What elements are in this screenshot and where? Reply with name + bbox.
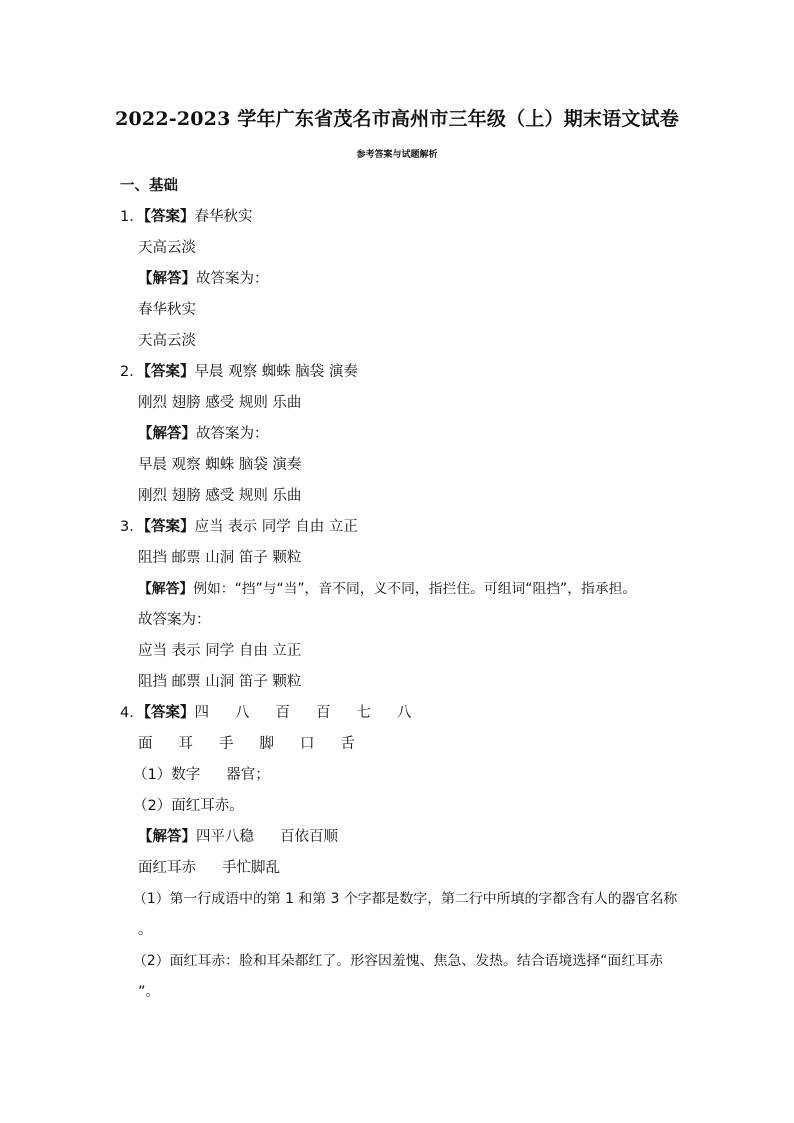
q3-answer-tag: 【答案】 xyxy=(143,519,195,535)
q1-line-4: 春华秋实 xyxy=(138,302,196,318)
q4-answer-char: 百 xyxy=(315,705,331,721)
q1-answer-line xyxy=(120,207,252,227)
q4-analysis-tag: 【解答】 xyxy=(138,829,196,845)
q2-answer-text: 早晨 观察 蜘蛛 脑袋 演奏 xyxy=(194,364,358,380)
q2-analysis-tag: 【解答】 xyxy=(138,426,196,442)
q4-row2-char: 耳 xyxy=(178,736,193,752)
q4-analysis-b: 百依百顺 xyxy=(280,829,338,845)
q4-line-10: （2）面红耳赤：脸和耳朵都红了。形容因羞愧、焦急、发热。结合语境选择“面红耳赤 xyxy=(133,953,663,969)
q3-analysis-text: 例如：“挡”与“当”，音不同，义不同，指拦住。可组词“阻挡”，指承担。 xyxy=(193,581,637,597)
q2-analysis-line xyxy=(138,424,269,444)
q4-line-9: 。 xyxy=(138,922,153,938)
q2-number: 2． xyxy=(120,364,144,380)
q1-answer-tag: 【答案】 xyxy=(143,209,195,225)
q3-answer-line xyxy=(120,517,358,537)
q3-line-6: 阻挡 邮票 山洞 笛子 颗粒 xyxy=(138,674,302,690)
q4-analysis-line xyxy=(138,827,338,847)
q3-answer-text: 应当 表示 同学 自由 立正 xyxy=(194,519,358,535)
q4-sub-1 xyxy=(133,765,270,785)
q3-line-2: 阻挡 邮票 山洞 笛子 颗粒 xyxy=(138,550,302,566)
q2-analysis-text: 故答案为： xyxy=(196,426,269,442)
q2-line-5: 刚烈 翅膀 感受 规则 乐曲 xyxy=(138,488,302,504)
section-heading: 一、基础 xyxy=(120,178,178,194)
q4-line-7-a: 面红耳赤 xyxy=(138,860,196,876)
q2-line-4: 早晨 观察 蜘蛛 脑袋 演奏 xyxy=(138,457,302,473)
page-title: 2022-2023 学年广东省茂名市高州市三年级（上）期末语文试卷 xyxy=(115,108,679,130)
q4-answer-char: 七 xyxy=(356,705,371,721)
q3-line-5: 应当 表示 同学 自由 立正 xyxy=(138,643,302,659)
q4-row2-char: 手 xyxy=(219,736,234,752)
q1-analysis-tag: 【解答】 xyxy=(138,271,196,287)
q2-answer-tag: 【答案】 xyxy=(143,364,195,380)
q1-analysis-line xyxy=(138,269,269,289)
q1-analysis-text: 故答案为： xyxy=(196,271,269,287)
q4-sub-1-b: 器官； xyxy=(226,767,270,783)
q3-number: 3． xyxy=(120,519,144,535)
q4-answer-tag: 【答案】 xyxy=(143,705,195,721)
q4-answer-line xyxy=(120,703,411,723)
q1-answer-text: 春华秋实 xyxy=(194,209,253,225)
q4-sub-1-a: （1）数字 xyxy=(133,767,201,783)
q2-answer-line xyxy=(120,362,358,382)
q4-row-2 xyxy=(138,734,355,754)
q4-line-7-b: 手忙脚乱 xyxy=(222,860,280,876)
q4-number: 4． xyxy=(120,705,144,721)
q3-analysis-line xyxy=(138,579,636,599)
page-subtitle: 参考答案与试题解析 xyxy=(356,150,438,160)
q3-analysis-tag: 【解答】 xyxy=(138,581,194,597)
q4-line-7 xyxy=(138,858,280,878)
q1-line-5: 天高云淡 xyxy=(138,333,196,349)
q1-number: 1． xyxy=(120,209,144,225)
q4-analysis-a: 四平八稳 xyxy=(196,829,254,845)
q4-row2-char: 面 xyxy=(138,736,153,752)
q4-row2-char: 舌 xyxy=(340,736,355,752)
q2-line-2: 刚烈 翅膀 感受 规则 乐曲 xyxy=(138,395,302,411)
q4-sub-2: （2）面红耳赤。 xyxy=(133,798,244,814)
q4-answer-char: 八 xyxy=(234,705,250,721)
q1-line-2: 天高云淡 xyxy=(138,240,196,256)
q3-line-4: 故答案为： xyxy=(138,612,211,628)
q4-answer-char: 百 xyxy=(275,705,290,721)
q4-answer-char: 四 xyxy=(194,705,209,721)
q4-row2-char: 脚 xyxy=(259,736,274,752)
q4-answer-char: 八 xyxy=(396,705,412,721)
q4-line-8: （1）第一行成语中的第 1 和第 3 个字都是数字，第二行中所填的字都含有人的器官名称 xyxy=(133,891,678,907)
q4-row2-char: 口 xyxy=(300,736,315,752)
q4-line-11: ”。 xyxy=(138,984,161,1000)
